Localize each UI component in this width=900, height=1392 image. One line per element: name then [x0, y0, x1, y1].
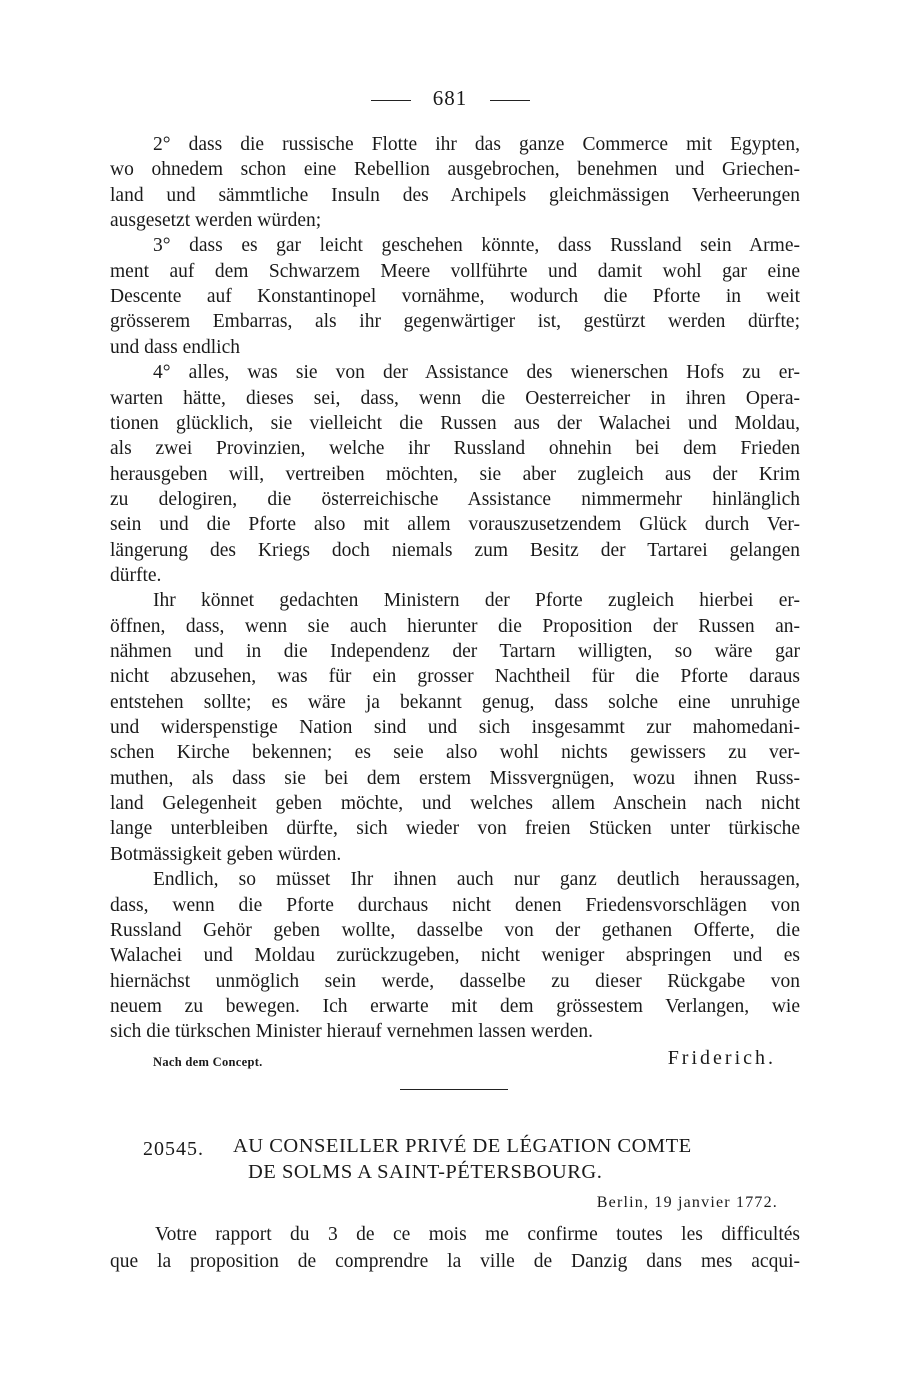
body-line: dass, wenn die Pforte durchaus nicht denen Friedensvorschlägen von — [110, 894, 800, 916]
header-rule-left — [371, 100, 411, 101]
page-number: 681 — [432, 86, 468, 110]
body-line: längerung des Kriegs doch niemals zum Besitz der Tartarei gelangen — [110, 539, 800, 561]
document-title-line-2: DE SOLMS A SAINT-PÉTERSBOURG. — [248, 1161, 603, 1183]
body-line: und widerspenstige Nation sind und sich insgesammt zur mahomedani- — [110, 717, 800, 739]
section-separator — [400, 1089, 508, 1090]
header-rule-right — [490, 100, 530, 101]
body-line: zu delogiren, die österreichische Assistance nimmermehr hinlänglich — [110, 488, 800, 510]
body-line: warten hätte, dieses sei, dass, wenn die Oesterreicher in ihren Opera- — [110, 387, 800, 409]
dateline: Berlin, 19 janvier 1772. — [596, 1194, 778, 1211]
body-line: Botmässigkeit geben würden. — [110, 843, 342, 865]
body-line: Ihr könnet gedachten Ministern der Pforte zugleich hierbei er- — [153, 590, 800, 612]
body-line: schen Kirche bekennen; es seie also wohl nichts gewissers zu ver- — [110, 742, 800, 764]
body-line: 2° dass die russische Flotte ihr das ganze Commerce mit Egypten, — [153, 134, 800, 155]
body-line: dürfte. — [110, 564, 162, 586]
body-line: Russland Gehör geben wollte, dasselbe von der gethanen Offerte, die — [110, 919, 800, 941]
body-line: 3° dass es gar leicht geschehen könnte, dass Russland sein Arme- — [153, 235, 800, 257]
body-line: sich die türkschen Minister hierauf vernehmen lassen werden. — [110, 1021, 594, 1043]
document-number: 20545. — [143, 1138, 204, 1160]
body-line: land Gelegenheit geben möchte, und welches allem Anschein nach nicht — [110, 793, 800, 815]
body-line: nähmen und in die Independenz der Tartarn willigten, so wäre gar — [110, 641, 800, 662]
page-header — [0, 86, 900, 111]
body-line: sein und die Pforte also mit allem vorauszusetzendem Glück durch Ver- — [110, 514, 800, 536]
body-line: wo ohnedem schon eine Rebellion ausgebrochen, benehmen und Griechen- — [110, 159, 800, 181]
body-line: Walachei und Moldau zurückzugeben, nicht weniger abspringen und es — [110, 945, 800, 967]
document-title-line-1: AU CONSEILLER PRIVÉ DE LÉGATION COMTE — [233, 1135, 692, 1157]
body-line: tionen glücklich, sie vielleicht die Russen aus der Walachei und Moldau, — [110, 412, 800, 434]
body-line: ausgesetzt werden würden; — [110, 210, 322, 232]
signature: Friderich. — [667, 1047, 776, 1069]
letter-line: Votre rapport du 3 de ce mois me confirme toutes les difficultés — [155, 1224, 800, 1245]
body-line: öffnen, dass, wenn sie auch hierunter die Proposition der Russen an- — [110, 615, 800, 637]
body-line: Endlich, so müsset Ihr ihnen auch nur ganz deutlich heraussagen, — [153, 869, 800, 891]
body-line: land und sämmtliche Insuln des Archipels gleichmässigen Verheerungen — [110, 184, 800, 206]
body-line: 4° alles, was sie von der Assistance des wienerschen Hofs zu er- — [153, 362, 800, 384]
body-line: herausgeben will, vertreiben möchten, sie aber zugleich aus der Krim — [110, 463, 800, 485]
body-line: entstehen sollte; es wäre ja bekannt genug, dass solche eine unruhige — [110, 691, 800, 713]
body-line: und dass endlich — [110, 336, 240, 358]
body-line: grösserem Embarras, als ihr gegenwärtiger ist, gestürzt werden dürfte; — [110, 311, 800, 333]
body-line: muthen, als dass sie bei dem erstem Missvergnügen, wozu ihnen Russ- — [110, 767, 800, 789]
source-note: Nach dem Concept. — [153, 1055, 263, 1069]
body-line: hiernächst unmöglich sein werde, dasselbe zu dieser Rückgabe von — [110, 970, 800, 992]
body-line: ment auf dem Schwarzem Meere vollführte und damit wohl gar eine — [110, 260, 800, 282]
letter-line: que la proposition de comprendre la ville de Danzig dans mes acqui- — [110, 1251, 800, 1272]
body-line: als zwei Provinzien, welche ihr Russland ohnehin bei dem Frieden — [110, 438, 800, 460]
body-line: lange unterbleiben dürfte, sich wieder von freien Stücken unter türkische — [110, 818, 800, 840]
body-line: nicht abzusehen, was für ein grosser Nachtheil für die Pforte daraus — [110, 666, 800, 688]
body-line: Descente auf Konstantinopel vornähme, wodurch die Pforte in weit — [110, 286, 800, 308]
body-line: neuem zu bewegen. Ich erwarte mit dem grössestem Verlangen, wie — [110, 995, 800, 1017]
